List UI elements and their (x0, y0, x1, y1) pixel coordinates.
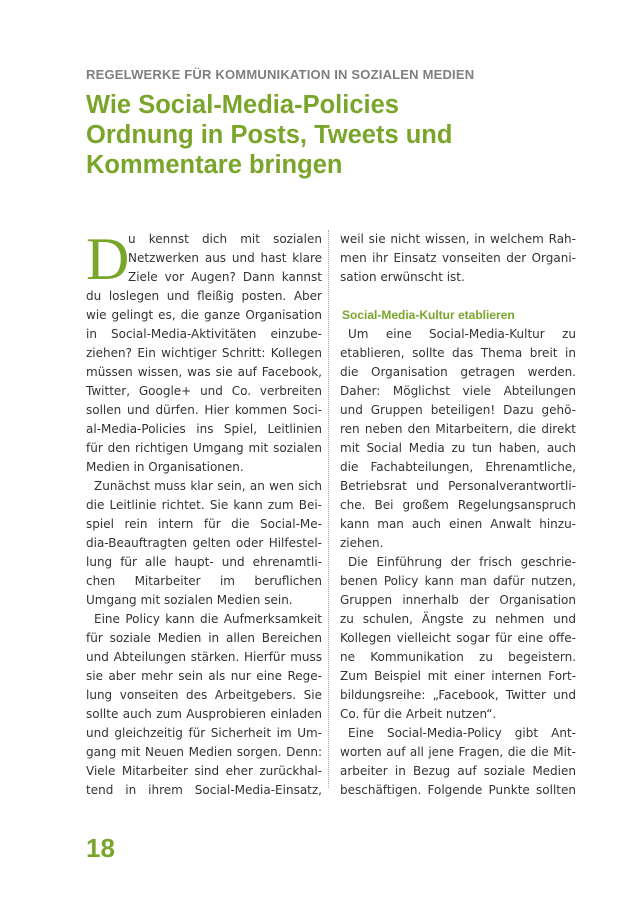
paragraph (340, 553, 576, 724)
text-line: für den richtigen Umgang mit sozialen (86, 441, 322, 455)
title-line: Ordnung in Posts, Tweets und (86, 121, 453, 149)
text-line: Netzwerken aus und hast klare (128, 251, 322, 265)
text-line: arbeiter in Bezug auf soziale Medien (340, 764, 576, 778)
text-line: Eine Policy kann die Aufmerksamkeit (94, 612, 322, 626)
text-line: Um eine Social-Media-Kultur zu (348, 327, 576, 341)
text-line: men ihr Einsatz vonseiten der Organi- (340, 251, 576, 265)
right-column (340, 230, 576, 800)
text-line: che. Bei großem Regelungsanspruch (340, 498, 576, 512)
text-line: al-Media-Policies ins Spiel, Leitlinien (86, 422, 322, 436)
text-line: Viele Mitarbeiter sind eher zurückhal- (86, 764, 322, 778)
page-number: 18 (86, 833, 115, 863)
text-line: sie aber mehr sein als nur eine Rege- (86, 669, 322, 683)
text-line: für soziale Medien in allen Bereichen (86, 631, 322, 645)
text-line: lung für alle haupt- und ehrenamtli- (86, 555, 322, 569)
column-divider (328, 230, 329, 788)
text-line: Daher: Möglichst viele Abteilungen (340, 384, 576, 398)
intro-lines (128, 230, 322, 287)
text-line: weil sie nicht wissen, in welchem Rah- (340, 232, 576, 246)
text-line: Gruppen innerhalb der Organisation (340, 593, 576, 607)
title-line: Wie Social-Media-Policies (86, 91, 399, 119)
text-line: chen Mitarbeiter im beruflichen (86, 574, 322, 588)
text-line: u kennst dich mit sozialen (128, 232, 322, 246)
text-line: lung vonseiten des Arbeitgebers. Sie (86, 688, 322, 702)
section-subheading: Social-Media-Kultur etablieren (342, 308, 515, 322)
page-title (86, 90, 566, 180)
text-line: Umgang mit sozialen Medien sein. (86, 593, 293, 607)
text-line: ne Kommunikation zu begeistern. (340, 650, 576, 664)
text-line: die Organisation getragen werden. (340, 365, 576, 379)
text-line: etablieren, sollte das Thema breit in (340, 346, 576, 360)
text-line: worten auf all jene Fragen, die die Mit- (340, 745, 576, 759)
text-line: tend in ihrem Social-Media-Einsatz, (86, 783, 322, 797)
text-line: die Leitlinie richtet. Sie kann zum Bei- (86, 498, 322, 512)
paragraph (340, 230, 576, 287)
text-line: Medien in Organisationen. (86, 460, 244, 474)
paragraph (340, 325, 576, 553)
left-column (86, 226, 322, 800)
text-line: bildungsreihe: „Facebook, Twitter und (340, 688, 576, 702)
text-line: und Gruppen beteiligen! Dazu gehö- (340, 403, 576, 417)
text-line: gang mit Neuen Medien sorgen. Denn: (86, 745, 322, 759)
text-line: mit Social Media zu tun haben, auch (340, 441, 576, 455)
paragraph (86, 610, 322, 800)
text-line: Betriebsrat und Personalverantwortli- (340, 479, 576, 493)
text-line: zu schulen, Ängste zu nehmen und (340, 612, 576, 626)
text-line: Die Einführung der frisch geschrie- (348, 555, 576, 569)
text-line: Kollegen vielleicht sogar für eine offe- (340, 631, 576, 645)
text-line: Co. für die Arbeit nutzen“. (340, 707, 497, 721)
intro-block (86, 226, 322, 292)
text-line: dia-Beauftragten gelten oder Hilfestel- (86, 536, 322, 550)
text-line: in Social-Media-Aktivitäten einzube- (86, 327, 322, 341)
text-line: Eine Social-Media-Policy gibt Ant- (348, 726, 576, 740)
text-line: kann man auch einen Anwalt hinzu- (340, 517, 576, 531)
text-line: ren neben den Mitarbeitern, die direkt (340, 422, 576, 436)
text-line: ziehen? Ein wichtiger Schritt: Kollegen (86, 346, 322, 360)
text-line: ziehen. (340, 536, 384, 550)
text-line: müssen wissen, was sie auf Facebook, (86, 365, 322, 379)
text-line: Zunächst muss klar sein, an wen sich (94, 479, 322, 493)
section-kicker: REGELWERKE FÜR KOMMUNIKATION IN SOZIALEN MEDIEN (86, 67, 475, 82)
text-line: die Fachabteilungen, Ehrenamtliche, (340, 460, 576, 474)
text-line: benen Policy kann man dafür nutzen, (340, 574, 576, 588)
text-line: wie gelingt es, die ganze Organisation (86, 308, 322, 322)
paragraph (86, 287, 322, 477)
text-line: und gleichzeitig für Sicherheit im Um- (86, 726, 322, 740)
text-line: beschäftigen. Folgende Punkte sollten (340, 783, 576, 797)
text-line: Zum Beispiel mit einer internen Fort- (340, 669, 576, 683)
paragraph (340, 724, 576, 800)
text-line: du loslegen und fleißig posten. Aber (86, 289, 322, 303)
text-line: Twitter, Google+ und Co. verbreiten (86, 384, 322, 398)
text-line: und Abteilungen stärken. Hierfür muss (86, 650, 322, 664)
paragraph (86, 477, 322, 610)
text-line: spiel rein intern für die Social-Me- (86, 517, 322, 531)
text-line: sollte auch zum Ausprobieren einladen (86, 707, 322, 721)
text-line: sollen und dürfen. Hier kommen Soci- (86, 403, 322, 417)
text-line: Ziele vor Augen? Dann kannst (128, 270, 322, 284)
drop-cap: D (86, 226, 130, 292)
title-line: Kommentare bringen (86, 151, 343, 179)
text-line: sation erwünscht ist. (340, 270, 465, 284)
